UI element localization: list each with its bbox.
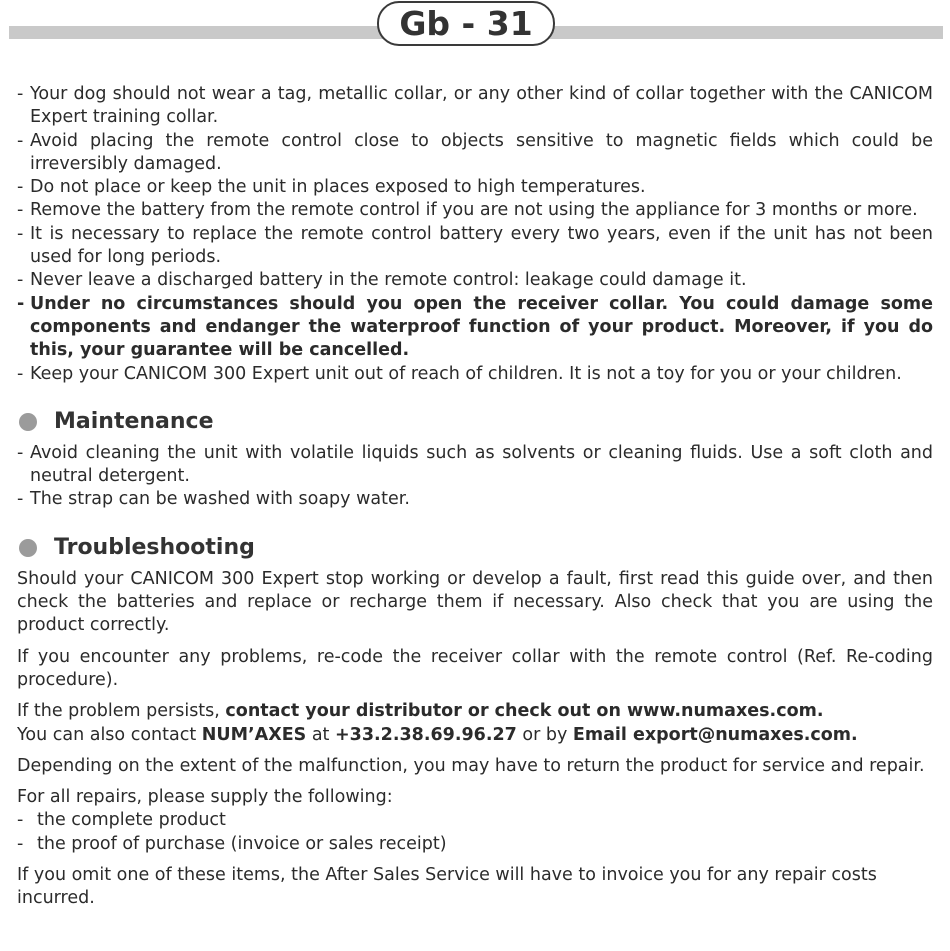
contact-details xyxy=(17,724,933,747)
list-item: - Your dog should not wear a tag, metallic collar, or any other kind of collar together with the CANICOM Expert training collar. xyxy=(17,83,933,130)
maintenance-heading xyxy=(17,408,933,436)
list-item: - It is necessary to replace the remote control battery every two years, even if the unit has not been used for long periods. xyxy=(17,223,933,270)
list-item: - Avoid placing the remote control close to objects sensitive to magnetic fields which could be irreversibly damaged. xyxy=(17,130,933,177)
page-number-badge: Gb - 31 xyxy=(377,1,555,46)
text: or by xyxy=(516,724,573,745)
text: at xyxy=(306,724,335,745)
text: You can also contact xyxy=(17,724,202,745)
maintenance-list xyxy=(17,442,933,512)
list-item: - the proof of purchase (invoice or sales receipt) xyxy=(17,833,933,856)
paragraph: Depending on the extent of the malfunction, you may have to return the product for service and repair. xyxy=(17,755,925,776)
paragraph: If you omit one of these items, the After Sales Service will have to invoice you for any repair costs incurred. xyxy=(17,865,877,909)
section-bullet-icon xyxy=(19,539,37,557)
list-item: - Do not place or keep the unit in places exposed to high temperatures. xyxy=(17,176,933,199)
warning-list-item: - Under no circumstances should you open the receiver collar. You could damage some components and endanger the waterproof function of your product. Moreover, if you do this, your guarantee will be cancelled. xyxy=(17,293,933,363)
paragraph: Should your CANICOM 300 Expert stop working or develop a fault, first read this guide over, and then check the batteries and replace or recharge them if necessary. Also check that you are using the product correctly. xyxy=(17,568,933,636)
list-item: - Keep your CANICOM 300 Expert unit out of reach of children. It is not a toy for you or your children. xyxy=(17,363,933,386)
repair-requirements-list xyxy=(17,809,933,856)
section-title: Troubleshooting xyxy=(54,534,255,560)
contact-paragraph xyxy=(17,700,933,723)
list-item: - Never leave a discharged battery in the remote control: leakage could damage it. xyxy=(17,269,933,292)
page-content xyxy=(17,83,933,919)
company-name: NUM’AXES xyxy=(201,724,307,745)
section-bullet-icon xyxy=(19,413,37,431)
list-item: - Avoid cleaning the unit with volatile liquids such as solvents or cleaning fluids. Use a soft cloth and neutral detergent. xyxy=(17,442,933,489)
troubleshooting-heading xyxy=(17,534,933,562)
email-link[interactable]: Email export@numaxes.com. xyxy=(572,724,858,745)
paragraph: For all repairs, please supply the following: xyxy=(17,787,393,808)
text: If the problem persists, xyxy=(17,701,226,722)
precautions-list xyxy=(17,83,933,386)
list-item: - the complete product xyxy=(17,809,933,832)
list-item: - The strap can be washed with soapy water. xyxy=(17,488,933,511)
website-link[interactable]: contact your distributor or check out on www.numaxes.com. xyxy=(225,701,824,722)
phone-number: +33.2.38.69.96.27 xyxy=(334,724,517,745)
section-title: Maintenance xyxy=(54,408,214,434)
paragraph: If you encounter any problems, re-code the receiver collar with the remote control (Ref. Re-coding procedure). xyxy=(17,646,933,690)
list-item: - Remove the battery from the remote control if you are not using the appliance for 3 months or more. xyxy=(17,199,933,222)
